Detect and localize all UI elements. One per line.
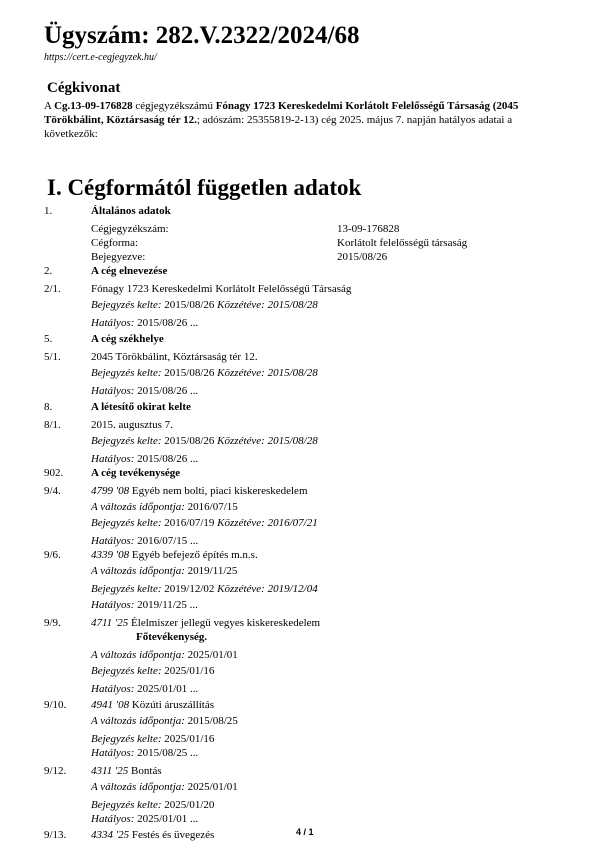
publication-entry [91, 434, 318, 449]
activity-entry [91, 616, 320, 631]
activity-code: 4941 '08 [91, 699, 130, 711]
source-url[interactable]: https://cert.e-cegjegyzek.hu/ [44, 52, 157, 63]
detail-label: Bejegyzés kelte: [91, 665, 162, 677]
registration-date-value: 2016/07/19 [161, 517, 218, 529]
item-number: 5/1. [44, 351, 61, 363]
registration-date-value: 2015/08/26 [161, 367, 218, 379]
publication-row [0, 516, 600, 531]
activity-code: 4799 '08 [91, 485, 130, 497]
registration-date-value: 2019/12/02 [161, 583, 218, 595]
item-number: 9/4. [44, 485, 61, 497]
intro-reg-number: Cg.13-09-176828 [54, 100, 133, 112]
publication-date-value: 2019/12/04 [264, 583, 318, 595]
entry-text: Fónagy 1723 Kereskedelmi Korlátolt Felelősségű Társaság [91, 283, 352, 295]
detail-label: A változás időpontja: [91, 715, 185, 727]
detail-value: 2025/01/01 ... [134, 683, 199, 695]
registration-date-label: Bejegyzés kelte: [91, 367, 162, 379]
registration-date-label: Bejegyzés kelte: [91, 517, 162, 529]
detail-value: 2019/11/25 [184, 565, 238, 577]
detail-row [0, 746, 600, 761]
activity-text: Egyéb nem bolti, piaci kiskereskedelem [129, 485, 308, 497]
detail-value: 2016/07/15 [184, 501, 238, 513]
detail-value: 2015/08/25 [184, 715, 238, 727]
activity-entry [91, 484, 308, 499]
activity-text: Festés és üvegezés [129, 829, 215, 841]
detail-label: Hatályos: [91, 317, 135, 329]
field-label: Cégjegyzékszám: [91, 223, 169, 235]
section-header-row [0, 400, 600, 415]
activity-entry [91, 764, 162, 779]
activity-entry [91, 828, 214, 843]
registration-date-label: Bejegyzés kelte: [91, 435, 162, 447]
activity-row [0, 764, 600, 779]
registration-date-label: Bejegyzés kelte: [91, 583, 162, 595]
detail-row [0, 780, 600, 795]
page-number: 4 / 1 [296, 827, 314, 837]
detail-label: A változás időpontja: [91, 649, 185, 661]
field-label: Bejegyezve: [91, 251, 146, 263]
activity-row [0, 616, 600, 631]
item-number: 9/13. [44, 829, 67, 841]
publication-row [0, 582, 600, 597]
section-header-label: A cég székhelye [91, 333, 164, 345]
item-number: 902. [44, 467, 64, 479]
publication-row [0, 366, 600, 381]
publication-entry [91, 298, 318, 313]
entry-row [0, 282, 600, 297]
detail-label: Bejegyzés kelte: [91, 733, 162, 745]
detail-value: 2015/08/26 ... [134, 317, 199, 329]
activity-entry [91, 698, 214, 713]
extract-heading: Cégkivonat [47, 80, 121, 96]
section-header-label: A cég elnevezése [91, 265, 168, 277]
detail-entry [91, 714, 238, 729]
detail-entry [91, 812, 198, 827]
item-number: 9/6. [44, 549, 61, 561]
general-data-header [0, 204, 600, 219]
activity-entry [91, 548, 258, 563]
detail-entry [91, 648, 238, 663]
entry-row [0, 350, 600, 365]
detail-value: 2025/01/01 ... [134, 813, 199, 825]
detail-entry [91, 384, 198, 399]
detail-label: A változás időpontja: [91, 501, 185, 513]
section-header-row [0, 264, 600, 279]
activity-text: Élelmiszer jellegű vegyes kiskereskedelem [128, 617, 321, 629]
detail-entry [91, 534, 198, 549]
publication-date-value: 2015/08/28 [264, 299, 318, 311]
item-number: 9/9. [44, 617, 61, 629]
activity-text: Közúti áruszállítás [129, 699, 215, 711]
registration-date-value: 2015/08/26 [161, 435, 218, 447]
publication-entry [91, 516, 318, 531]
publication-date-label: Közzétéve: [217, 367, 265, 379]
publication-date-label: Közzétéve: [217, 517, 265, 529]
section-header-row [0, 466, 600, 481]
field-value: 13-09-176828 [337, 223, 400, 235]
activity-code: 4311 '25 [91, 765, 129, 777]
item-number: 5. [44, 333, 53, 345]
detail-row [0, 732, 600, 747]
detail-row [0, 682, 600, 697]
detail-value: 2019/11/25 ... [134, 599, 198, 611]
activity-code: 4334 '25 [91, 829, 130, 841]
publication-row [0, 298, 600, 313]
detail-label: Hatályos: [91, 535, 135, 547]
detail-row [0, 648, 600, 663]
detail-row [0, 534, 600, 549]
intro-paragraph [44, 99, 564, 141]
entry-text: 2015. augusztus 7. [91, 419, 173, 431]
section-title: I. Cégformától független adatok [47, 175, 362, 200]
detail-label: Hatályos: [91, 453, 135, 465]
detail-row [0, 500, 600, 515]
item-number: 2. [44, 265, 53, 277]
detail-entry [91, 500, 238, 515]
registration-date-label: Bejegyzés kelte: [91, 299, 162, 311]
detail-value: 2016/07/15 ... [134, 535, 199, 547]
detail-value: 2015/08/26 ... [134, 453, 199, 465]
detail-row [0, 714, 600, 729]
detail-value: 2025/01/01 [184, 781, 238, 793]
section-header-label: A létesítő okirat kelte [91, 401, 191, 413]
item-number: 9/10. [44, 699, 67, 711]
publication-date-value: 2015/08/28 [264, 367, 318, 379]
detail-row [0, 812, 600, 827]
detail-value: 2015/08/26 ... [134, 385, 199, 397]
activity-text: Egyéb befejező építés m.n.s. [129, 549, 258, 561]
detail-row [0, 664, 600, 679]
detail-label: Hatályos: [91, 385, 135, 397]
detail-entry [91, 452, 198, 467]
publication-date-label: Közzétéve: [217, 583, 265, 595]
field-value: 2015/08/26 [337, 251, 388, 263]
detail-label: Hatályos: [91, 813, 135, 825]
section-header-label: A cég tevékenysége [91, 467, 181, 479]
general-field-row [0, 222, 600, 237]
detail-row [0, 564, 600, 579]
item-number: 1. [44, 205, 53, 217]
main-activity-row [0, 630, 600, 645]
activity-code: 4339 '08 [91, 549, 130, 561]
publication-entry [91, 582, 318, 597]
item-number: 9/12. [44, 765, 67, 777]
general-field-row [0, 236, 600, 251]
detail-entry [91, 564, 237, 579]
publication-date-value: 2015/08/28 [264, 435, 318, 447]
intro-text-b: cégjegyzékszámú [132, 100, 216, 112]
detail-label: Hatályos: [91, 599, 135, 611]
activity-text: Bontás [128, 765, 162, 777]
detail-entry [91, 780, 238, 795]
publication-entry [91, 366, 318, 381]
publication-date-label: Közzétéve: [217, 299, 265, 311]
item-number: 8/1. [44, 419, 61, 431]
detail-label: Bejegyzés kelte: [91, 799, 162, 811]
detail-row [0, 384, 600, 399]
detail-value: 2025/01/16 [161, 733, 215, 745]
activity-row [0, 698, 600, 713]
detail-label: Hatályos: [91, 683, 135, 695]
detail-label: A változás időpontja: [91, 781, 185, 793]
detail-row [0, 598, 600, 613]
item-number: 2/1. [44, 283, 61, 295]
case-number-title: Ügyszám: 282.V.2322/2024/68 [44, 22, 360, 49]
entry-row [0, 418, 600, 433]
detail-entry [91, 316, 198, 331]
detail-label: Hatályos: [91, 747, 135, 759]
entry-text: 2045 Törökbálint, Köztársaság tér 12. [91, 351, 258, 363]
registration-date-value: 2015/08/26 [161, 299, 218, 311]
publication-date-value: 2016/07/21 [264, 517, 318, 529]
detail-row [0, 316, 600, 331]
detail-label: A változás időpontja: [91, 565, 185, 577]
main-activity-label: Főtevékenység. [136, 631, 208, 643]
detail-value: 2025/01/20 [161, 799, 215, 811]
publication-date-label: Közzétéve: [217, 435, 265, 447]
section-header-row [0, 332, 600, 347]
intro-text-c: ; adószám: 25355819-2-13) cég 2025. május 7. napján hatályos adatai a következők: [44, 114, 513, 140]
detail-entry [91, 664, 214, 679]
activity-row [0, 484, 600, 499]
item-number: 8. [44, 401, 53, 413]
general-data-label: Általános adatok [91, 205, 171, 217]
intro-text-a: A [44, 100, 55, 112]
activity-row [0, 548, 600, 563]
general-field-row [0, 250, 600, 265]
field-value: Korlátolt felelősségű társaság [337, 237, 468, 249]
detail-value: 2025/01/01 [184, 649, 238, 661]
detail-entry [91, 798, 214, 813]
activity-code: 4711 '25 [91, 617, 129, 629]
publication-row [0, 434, 600, 449]
field-label: Cégforma: [91, 237, 139, 249]
detail-value: 2015/08/25 ... [134, 747, 199, 759]
detail-entry [91, 598, 198, 613]
detail-row [0, 798, 600, 813]
detail-row [0, 452, 600, 467]
detail-entry [91, 682, 198, 697]
detail-entry [91, 732, 214, 747]
intro-company-name: Fónagy 1723 Kereskedelmi Korlátolt Felelősségű Társaság (2045 Törökbálint, Köztársaság tér 12. [44, 100, 519, 126]
detail-value: 2025/01/16 [161, 665, 215, 677]
detail-entry [91, 746, 198, 761]
